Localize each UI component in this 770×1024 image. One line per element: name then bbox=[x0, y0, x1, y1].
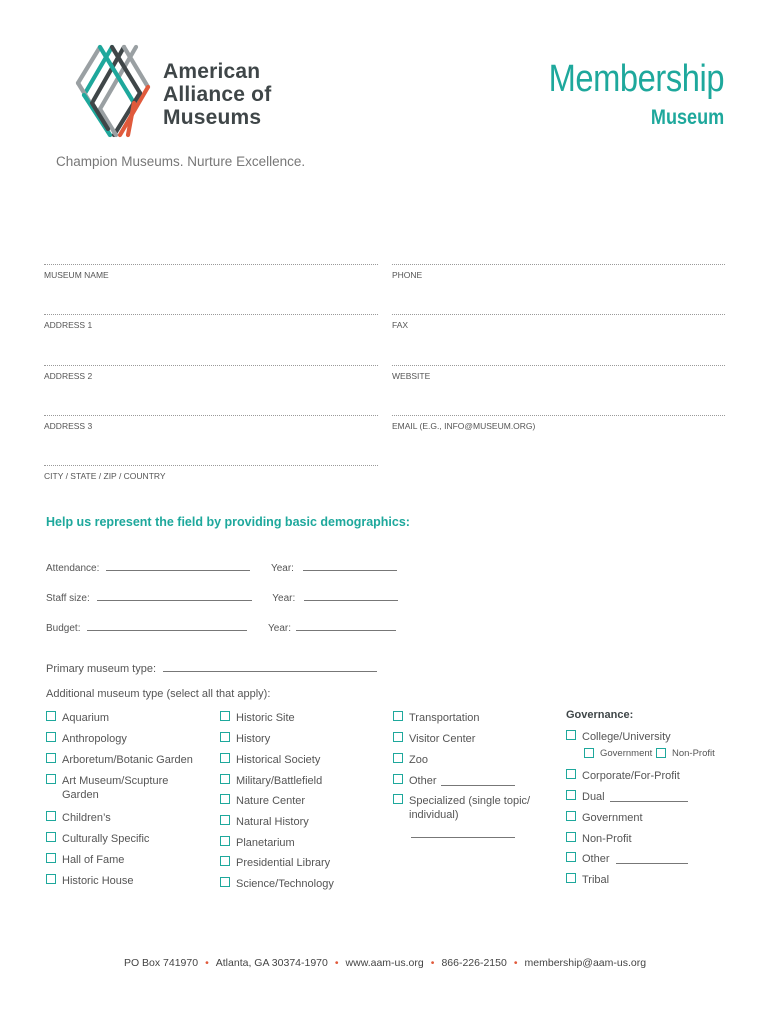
checkbox-icon[interactable] bbox=[220, 856, 230, 866]
aam-logo-mark bbox=[70, 43, 156, 139]
footer bbox=[0, 957, 770, 969]
checkbox-icon[interactable] bbox=[46, 711, 56, 721]
field-label: EMAIL (E.G., INFO@MUSEUM.ORG) bbox=[392, 421, 536, 431]
attendance-input[interactable] bbox=[106, 559, 250, 571]
org-name-line: American bbox=[163, 60, 261, 83]
checkbox-icon[interactable] bbox=[220, 774, 230, 784]
primary-type-label: Primary museum type: bbox=[46, 663, 157, 675]
checkbox-icon[interactable] bbox=[566, 852, 576, 862]
field-label: MUSEUM NAME bbox=[44, 270, 109, 280]
org-name-line: Alliance of bbox=[163, 83, 272, 106]
checkbox-icon[interactable] bbox=[220, 877, 230, 887]
checkbox-icon[interactable] bbox=[46, 811, 56, 821]
checkbox-icon[interactable] bbox=[566, 832, 576, 842]
dual-input[interactable] bbox=[610, 790, 688, 802]
address3-field[interactable] bbox=[44, 415, 378, 436]
footer-po-box: PO Box 741970 bbox=[123, 957, 199, 969]
checkbox-specialized-continuation: individual) bbox=[409, 809, 459, 821]
bullet-icon: • bbox=[334, 957, 339, 969]
museum-name-field[interactable] bbox=[44, 264, 378, 285]
fax-field[interactable] bbox=[392, 314, 725, 335]
year-label: Year: bbox=[272, 593, 296, 604]
checkbox-icon[interactable] bbox=[584, 748, 594, 758]
budget-label: Budget: bbox=[46, 623, 81, 634]
checkbox-icon[interactable] bbox=[393, 794, 403, 804]
checkbox-icon[interactable] bbox=[46, 774, 56, 784]
checkbox-icon[interactable] bbox=[393, 753, 403, 763]
field-label: WEBSITE bbox=[392, 371, 431, 381]
primary-type-row bbox=[46, 660, 377, 675]
checkbox-icon[interactable] bbox=[46, 732, 56, 742]
footer-city: Atlanta, GA 30374-1970 bbox=[215, 957, 328, 969]
other-type-input[interactable] bbox=[441, 774, 515, 786]
field-label: CITY / STATE / ZIP / COUNTRY bbox=[44, 471, 166, 481]
bullet-icon: • bbox=[430, 957, 435, 969]
address1-field[interactable] bbox=[44, 314, 378, 335]
attendance-row bbox=[46, 559, 397, 574]
field-label: PHONE bbox=[392, 270, 423, 280]
checkbox-icon[interactable] bbox=[220, 836, 230, 846]
additional-type-label: Additional museum type (select all that apply): bbox=[46, 688, 271, 700]
checkbox-icon[interactable] bbox=[393, 711, 403, 721]
field-label: ADDRESS 1 bbox=[44, 320, 93, 330]
checkbox-icon[interactable] bbox=[566, 811, 576, 821]
checkbox-icon[interactable] bbox=[566, 730, 576, 740]
year-label: Year: bbox=[268, 623, 292, 634]
bullet-icon: • bbox=[205, 957, 209, 969]
website-field[interactable] bbox=[392, 365, 725, 386]
checkbox-icon[interactable] bbox=[220, 794, 230, 804]
address2-field[interactable] bbox=[44, 365, 378, 386]
checkbox-icon[interactable] bbox=[46, 853, 56, 863]
tagline: Champion Museums. Nurture Excellence. bbox=[56, 154, 306, 169]
attendance-label: Attendance: bbox=[46, 563, 100, 574]
year-label: Year: bbox=[270, 563, 294, 574]
field-label: ADDRESS 3 bbox=[44, 421, 93, 431]
checkbox-icon[interactable] bbox=[46, 874, 56, 884]
checkbox-icon[interactable] bbox=[393, 774, 403, 784]
org-name-line: Museums bbox=[163, 106, 262, 129]
specialized-input[interactable] bbox=[411, 826, 515, 838]
page-subtitle: Museum bbox=[650, 106, 724, 129]
checkbox-icon[interactable] bbox=[220, 815, 230, 825]
budget-row bbox=[46, 619, 396, 634]
page-title: Membership bbox=[548, 58, 724, 100]
footer-email[interactable]: membership@aam-us.org bbox=[524, 957, 647, 969]
checkbox-icon[interactable] bbox=[566, 873, 576, 883]
checkbox-icon[interactable] bbox=[566, 769, 576, 779]
staff-year-input[interactable] bbox=[304, 589, 398, 601]
staff-input[interactable] bbox=[97, 589, 252, 601]
checkbox-icon[interactable] bbox=[220, 711, 230, 721]
checkbox-icon[interactable] bbox=[220, 732, 230, 742]
primary-type-input[interactable] bbox=[163, 660, 377, 672]
footer-website[interactable]: www.aam-us.org bbox=[345, 957, 424, 969]
email-field[interactable] bbox=[392, 415, 725, 436]
footer-phone: 866-226-2150 bbox=[441, 957, 507, 969]
gov-other-input[interactable] bbox=[616, 852, 688, 864]
staff-label: Staff size: bbox=[46, 593, 90, 604]
budget-year-input[interactable] bbox=[296, 619, 396, 631]
demographics-heading: Help us represent the field by providing basic demographics: bbox=[46, 515, 410, 529]
checkbox-icon[interactable] bbox=[46, 753, 56, 763]
checkbox-icon[interactable] bbox=[220, 753, 230, 763]
bullet-icon: • bbox=[513, 957, 518, 969]
checkbox-art-museum-continuation: Garden bbox=[62, 789, 99, 801]
checkbox-icon[interactable] bbox=[656, 748, 666, 758]
budget-input[interactable] bbox=[87, 619, 247, 631]
org-name bbox=[163, 60, 271, 129]
staff-row bbox=[46, 589, 398, 604]
field-label: FAX bbox=[392, 320, 409, 330]
attendance-year-input[interactable] bbox=[303, 559, 397, 571]
city-state-zip-field[interactable] bbox=[44, 465, 378, 486]
checkbox-icon[interactable] bbox=[46, 832, 56, 842]
governance-heading: Governance: bbox=[566, 709, 634, 721]
checkbox-icon[interactable] bbox=[393, 732, 403, 742]
checkbox-icon[interactable] bbox=[566, 790, 576, 800]
field-label: ADDRESS 2 bbox=[44, 371, 93, 381]
phone-field[interactable] bbox=[392, 264, 725, 285]
